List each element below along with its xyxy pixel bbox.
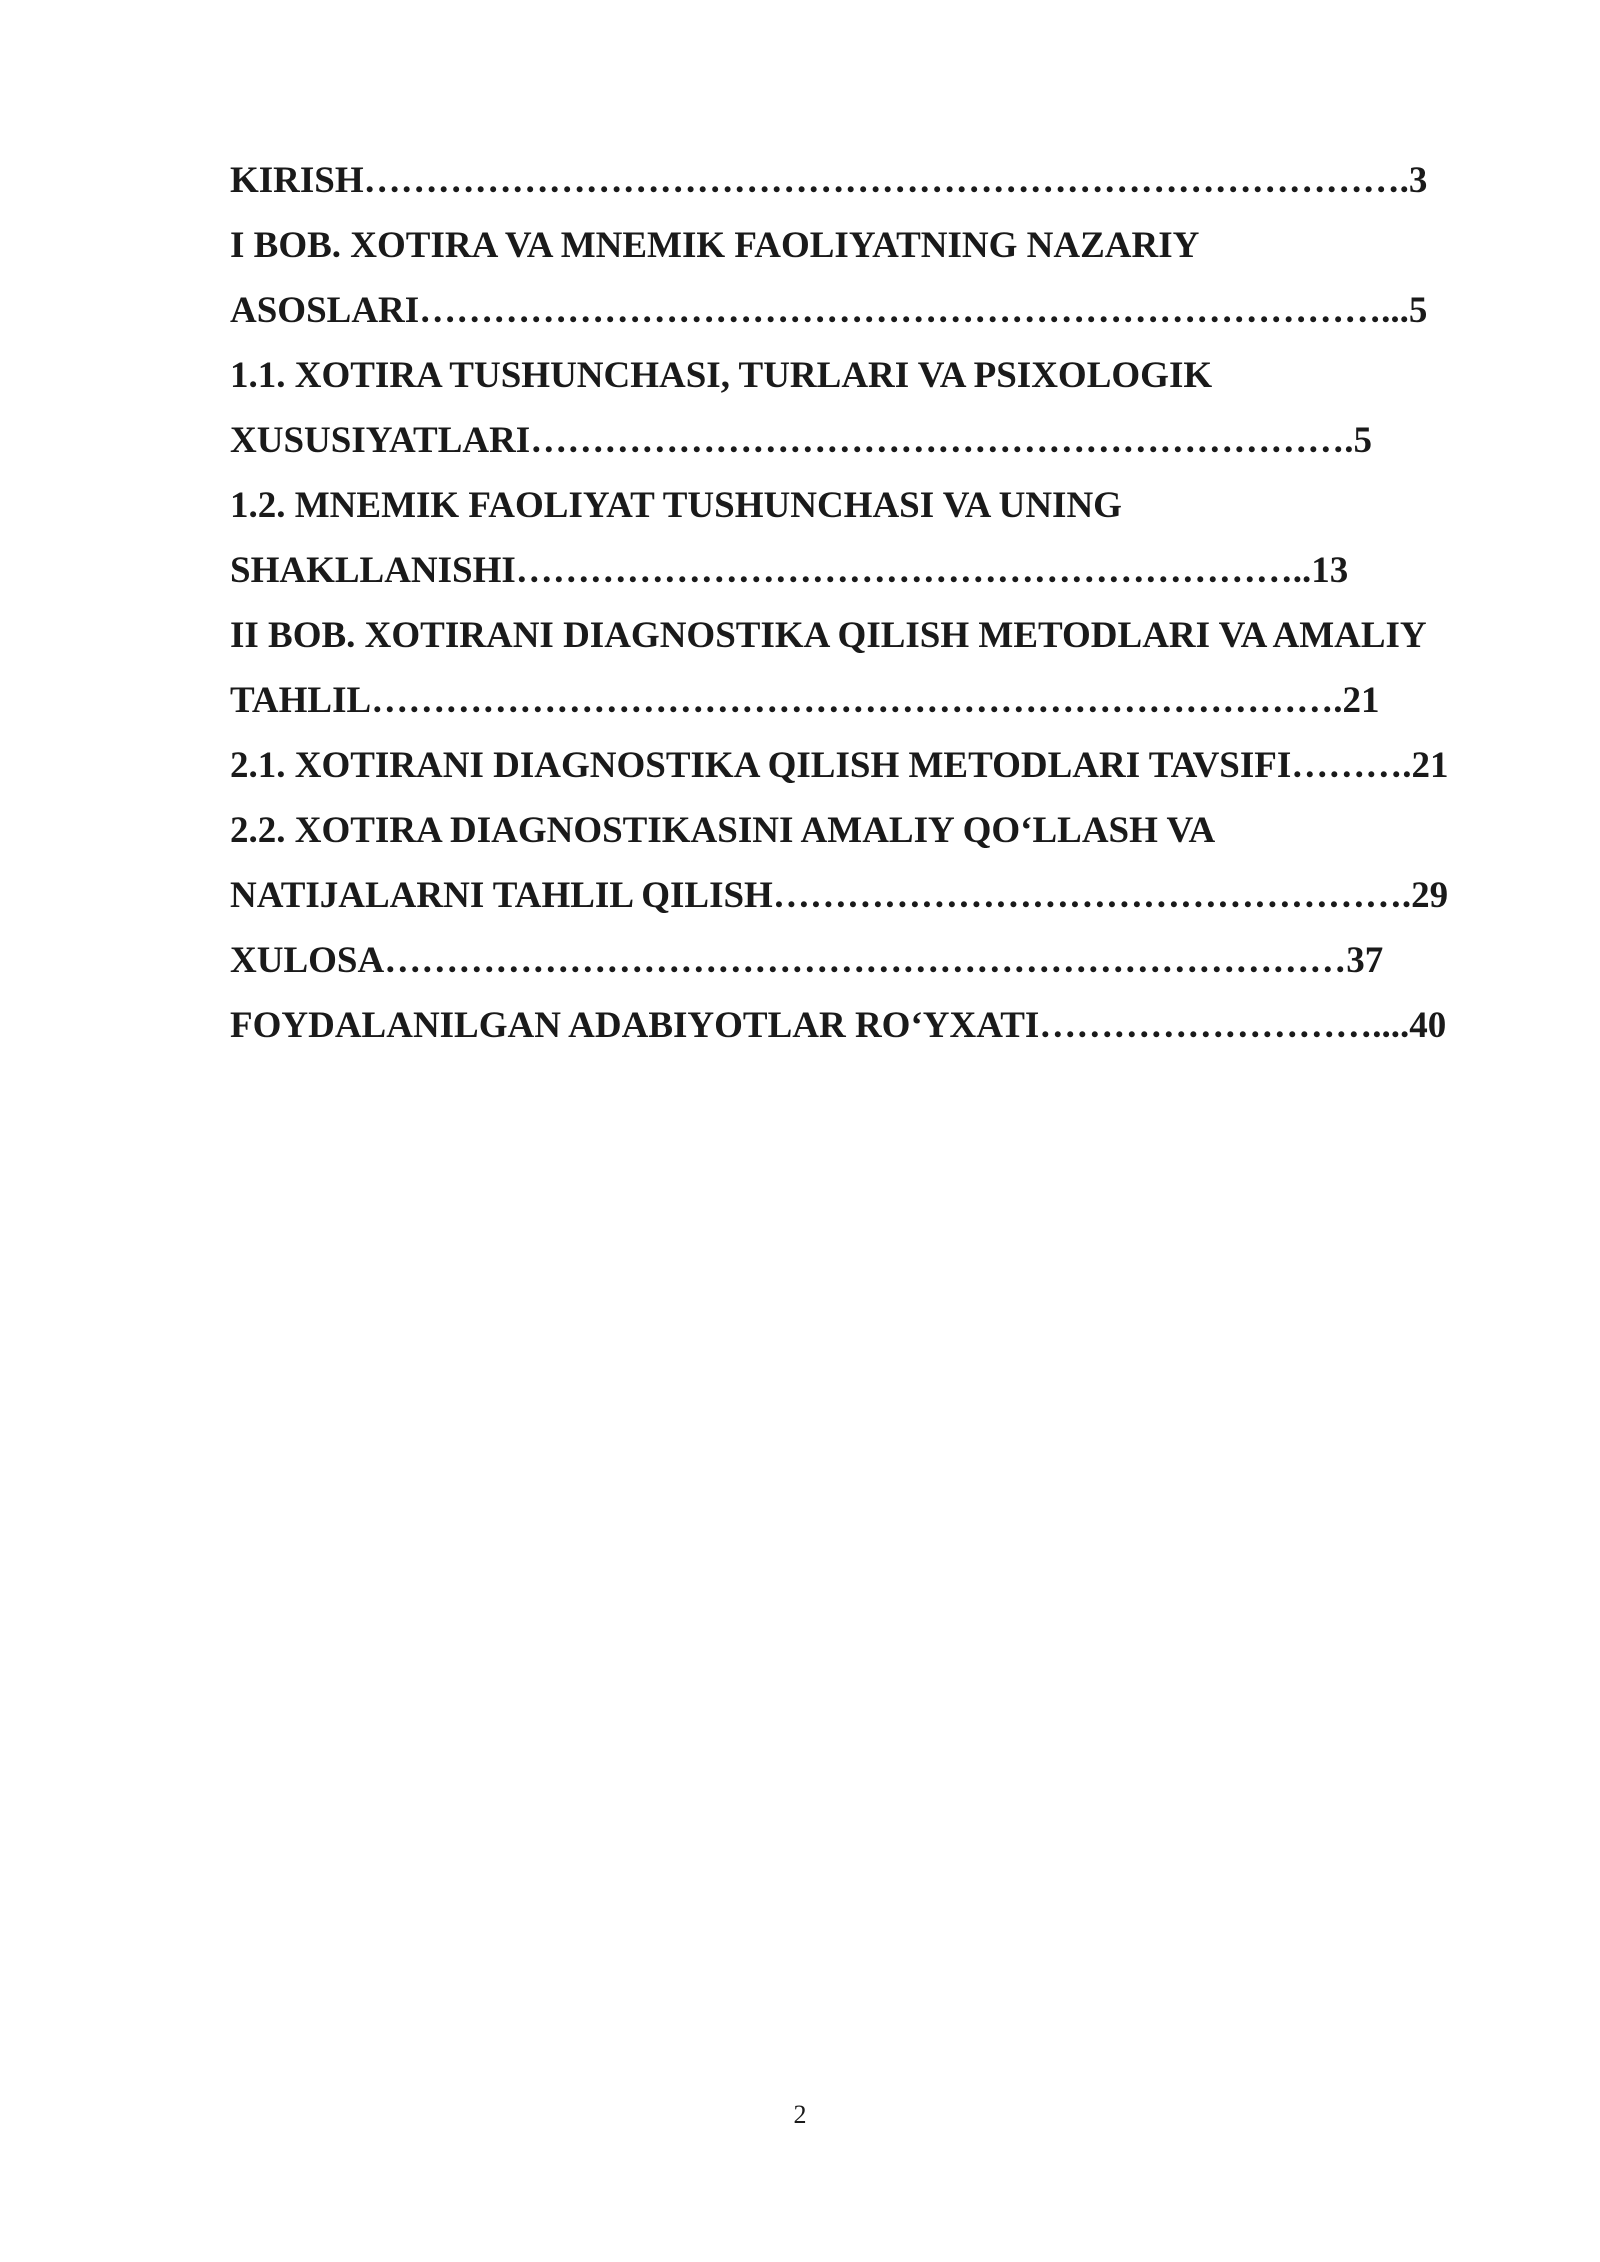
toc-entry-section-1-2: 1.2. MNEMIK FAOLIYAT TUSHUNCHASI VA UNING — [230, 485, 1122, 526]
toc-entry-section-1-1-cont: XUSUSIYATLARI………………………………………………………….5 — [230, 420, 1372, 461]
toc-entry-bibliography: FOYDALANILGAN ADABIYOTLAR RO‘YXATI………………………....40 — [230, 1005, 1447, 1046]
toc-entry-chapter-1-title-cont: ASOSLARI……………………………………………………………………...5 — [230, 290, 1428, 331]
page-number: 2 — [793, 2100, 807, 2129]
toc-entry-chapter-2-title-cont: TAHLIL…………………………………………………………………….21 — [230, 680, 1380, 721]
toc-entry-section-2-2: 2.2. XOTIRA DIAGNOSTIKASINI AMALIY QO‘LLASH VA — [230, 810, 1216, 851]
table-of-contents — [230, 148, 1490, 1058]
toc-entry-chapter-2-title: II BOB. XOTIRANI DIAGNOSTIKA QILISH METODLARI VA AMALIY — [230, 615, 1427, 656]
toc-entry-section-2-2-cont: NATIJALARNI TAHLIL QILISH…………………………………………….29 — [230, 875, 1449, 916]
toc-entry-section-1-2-cont: SHAKLLANISHI………………………………………………………..13 — [230, 550, 1349, 591]
toc-entry-xulosa: XULOSA……………………………………………………………………37 — [230, 940, 1384, 981]
toc-entry-chapter-1-title: I BOB. XOTIRA VA MNEMIK FAOLIYATNING NAZARIY — [230, 225, 1200, 266]
toc-entry-section-2-1: 2.1. XOTIRANI DIAGNOSTIKA QILISH METODLARI TAVSIFI……….21 — [230, 745, 1449, 786]
toc-entry-section-1-1: 1.1. XOTIRA TUSHUNCHASI, TURLARI VA PSIXOLOGIK — [230, 355, 1213, 396]
toc-entry-kirish: KIRISH………………………………………………………………………….3 — [230, 160, 1428, 201]
